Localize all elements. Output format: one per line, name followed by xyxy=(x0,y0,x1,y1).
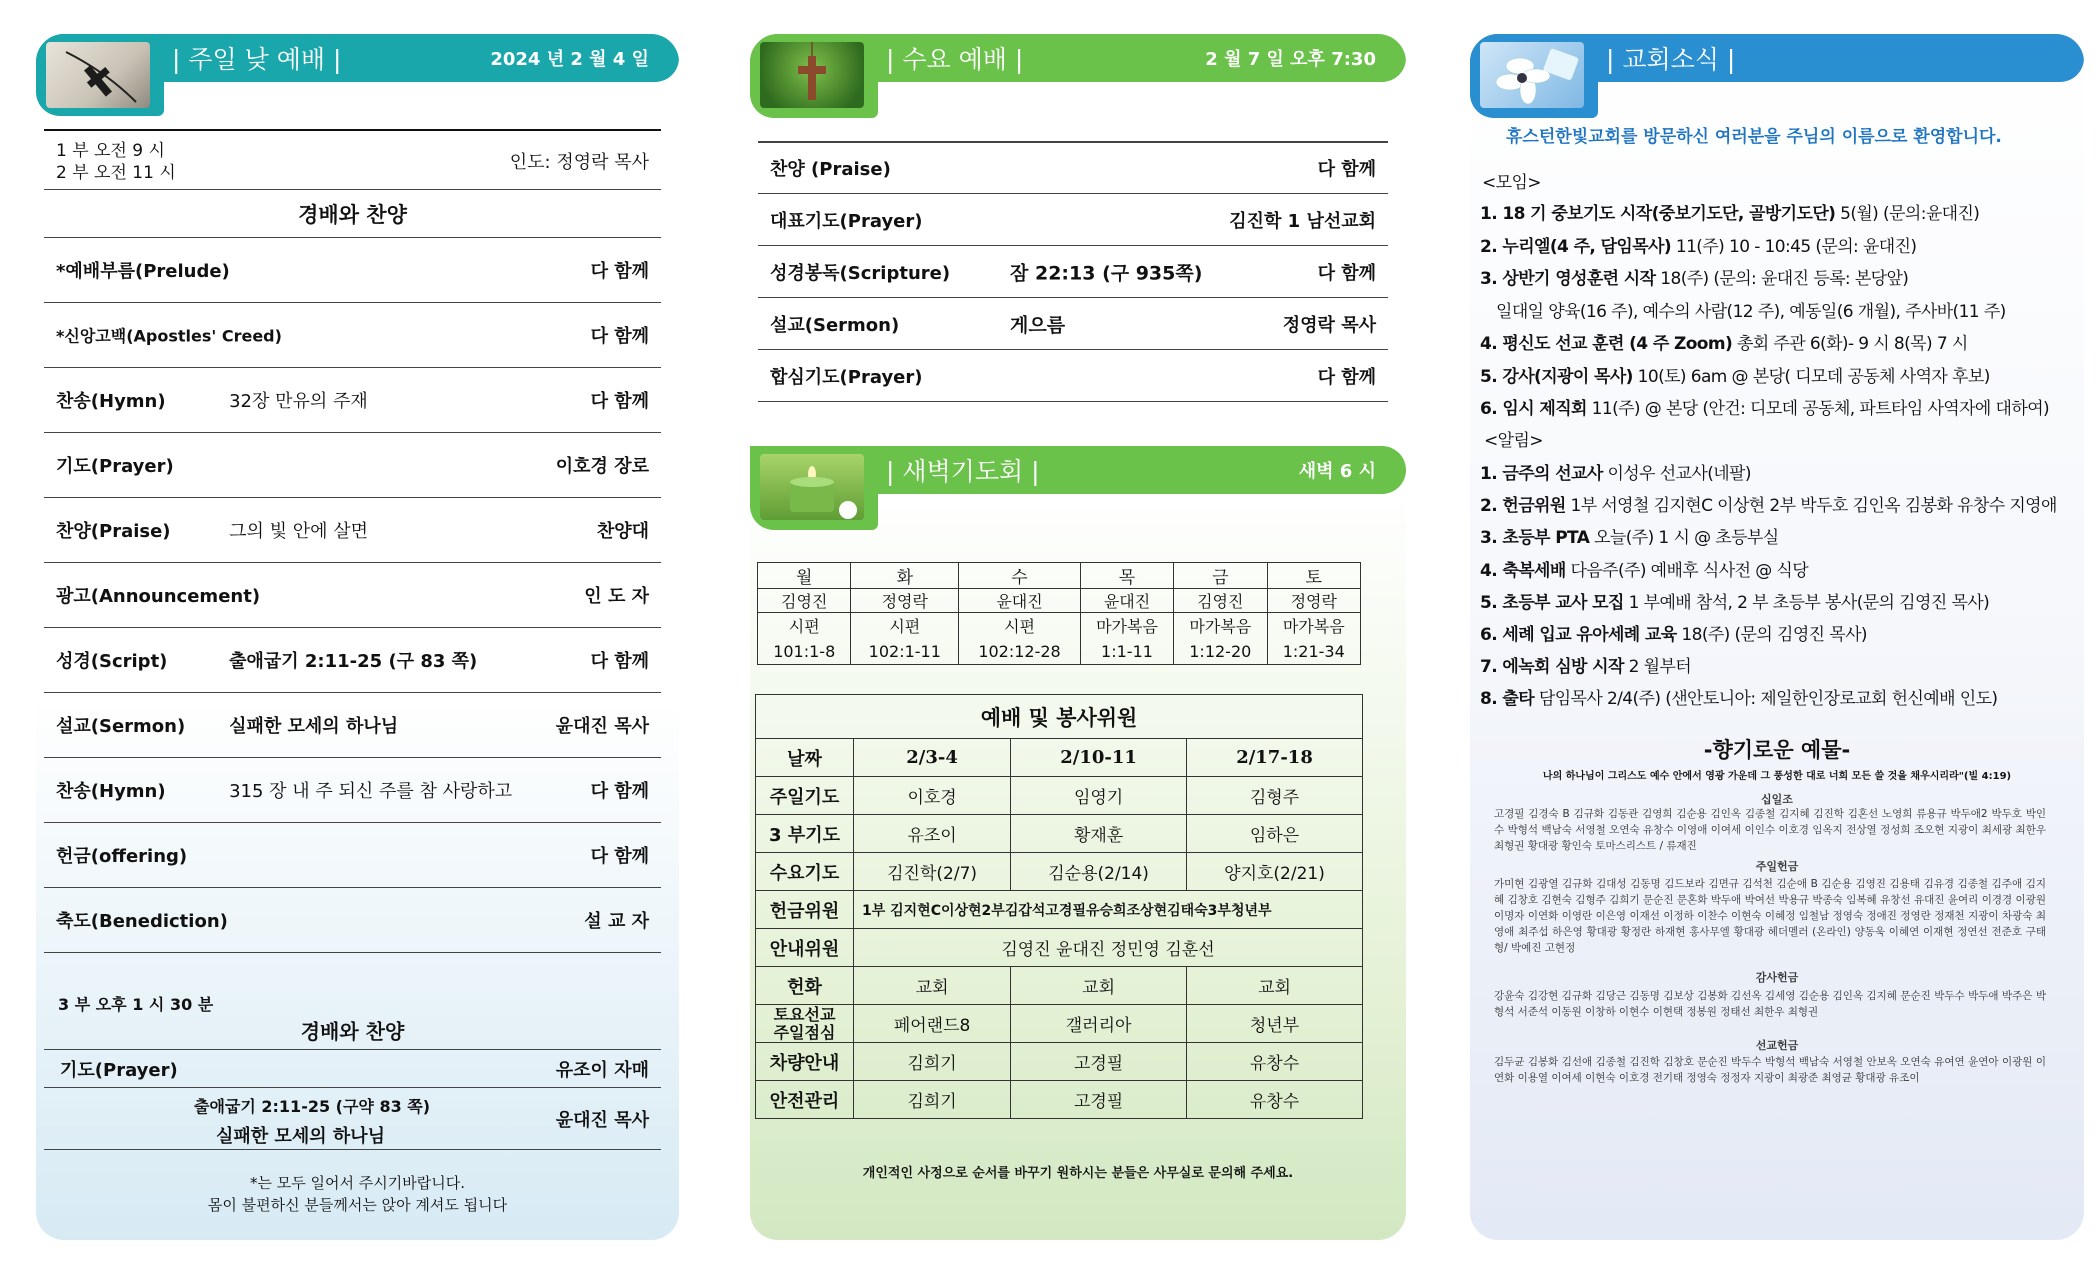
order-leader: 다 함께 xyxy=(590,326,649,347)
news-item xyxy=(1480,491,2057,516)
order-detail: 32장 만유의 주재 xyxy=(229,391,368,412)
wednesday-date: 2 월 7 일 오후 7:30 xyxy=(1205,49,1376,70)
white-flower-icon xyxy=(1480,42,1584,108)
guide-label: 안내위원 xyxy=(756,929,854,967)
order-leader: 다 함께 xyxy=(590,391,649,412)
news-title: | 교회소식 | xyxy=(1606,45,1736,74)
news-item xyxy=(1480,652,1691,677)
news-item-detail: 11(주) @ 본당 (안건: 디모데 공동체, 파트타임 사역자에 대하여) xyxy=(1586,399,2050,419)
order-label: 합심기도(Prayer) xyxy=(770,366,923,388)
volunteers-cell: 이호경 xyxy=(854,777,1011,815)
volunteers-header: 2/3-4 xyxy=(854,739,1011,777)
volunteer-note: 개인적인 사정으로 순서를 바꾸기 원하시는 분들은 사무실로 문의해 주세요. xyxy=(862,1166,1294,1181)
order-label: 대표기도(Prayer) xyxy=(770,210,923,232)
news-item-title: 2. 헌금위원 xyxy=(1480,496,1566,517)
order-leader: 김진학 1 남선교회 xyxy=(1229,210,1376,232)
volunteers-cell: 김순용(2/14) xyxy=(1011,853,1187,891)
order-leader: 다 함께 xyxy=(1317,262,1376,284)
news-item xyxy=(1480,362,1990,387)
dawn-books-cell: 시편 xyxy=(851,613,959,639)
dawn-leaders-cell: 윤대진 xyxy=(959,589,1081,613)
meetings-label: <모임> xyxy=(1482,173,1541,193)
news-item-detail: 담임목사 2/4(주) (샌안토니아: 제일한인장로교회 헌신예배 인도) xyxy=(1534,689,1998,710)
news-item-detail: 18(주) (문의 김영진 목사) xyxy=(1676,625,1867,645)
volunteers-cell: 주일기도 xyxy=(756,777,854,815)
order-detail: 315 장 내 주 되신 주를 참 사랑하고 xyxy=(229,781,513,802)
service1-time: 1 부 오전 9 시 xyxy=(56,141,165,161)
volunteers-cell: 수요기도 xyxy=(756,853,854,891)
order-leader: 찬양대 xyxy=(596,521,649,542)
dawn-days-cell: 금 xyxy=(1174,563,1267,589)
news-item-title: 3. 상반기 영성훈련 시작 xyxy=(1480,269,1656,289)
dawn-days-cell: 월 xyxy=(758,563,851,589)
dawn-schedule-table xyxy=(757,562,1361,665)
tithe-list: 고경필 김경숙 B 김규화 김동관 김영희 김순용 김인옥 김종철 김지혜 김진학 김혼선 노영희 류용규 박두애2 박두호 박인수 박형석 백남숙 서영철 오연숙 유창수 이영애 이여세 이인수 이호경 임옥지 전상열 정성희 조오현 지광이 최세광 최한우 최형권 황대광 황인숙 토마스리스트 / 류재진 xyxy=(1494,808,2046,852)
order-detail: 잠 22:13 (구 935쪽) xyxy=(1010,262,1203,284)
sunday-title: | 주일 낮 예배 | xyxy=(172,45,342,74)
order-label: 성경봉독(Scripture) xyxy=(770,262,951,284)
praise-section2: 경배와 찬양 xyxy=(44,1010,661,1050)
news-item-detail: 1부 서영철 김지현C 이상현 2부 박두호 김인옥 김봉화 유창수 지영애 xyxy=(1565,496,2057,517)
news-item-detail: 18(주) (문의: 윤대진 등록: 본당앞) xyxy=(1655,269,1909,289)
volunteers-cell: 유조이 xyxy=(854,815,1011,853)
volunteers-header: 2/10-11 xyxy=(1011,739,1187,777)
order-row xyxy=(44,433,661,498)
news-item xyxy=(1480,556,1808,581)
order-row xyxy=(44,628,661,693)
sunday-date: 2024 년 2 월 4 일 xyxy=(490,49,649,70)
news-item xyxy=(1480,684,1997,709)
sunday-service-panel xyxy=(36,34,679,1240)
order-row xyxy=(758,350,1388,402)
s3-prayer-row: 기도(Prayer) 유조이 자매 xyxy=(44,1050,661,1088)
order-leader: 이호경 장로 xyxy=(555,456,649,477)
news-item-detail: 10(토) 6am @ 본당( 디모데 공동체 사역자 후보) xyxy=(1632,366,1990,387)
order-row xyxy=(44,368,661,433)
mission-offering-label: 선교헌금 xyxy=(1755,1039,1799,1052)
volunteers-cell: 김진학(2/7) xyxy=(854,853,1011,891)
news-item-detail: 1 부예배 참석, 2 부 초등부 봉사(문의 김영진 목사) xyxy=(1623,592,1990,613)
service3-time: 3 부 오후 1 시 30 분 xyxy=(58,995,214,1014)
order-leader: 설 교 자 xyxy=(584,911,649,932)
order-detail: 그의 빛 안에 살면 xyxy=(229,521,368,542)
volunteers-header: 날짜 xyxy=(756,739,854,777)
cross-necklace-icon xyxy=(46,42,150,108)
order-row xyxy=(758,246,1388,298)
news-item xyxy=(1496,297,2006,322)
s3-sermon-row: 출애굽기 2:11-25 (구약 83 쪽) 실패한 모세의 하나님 윤대진 목사 xyxy=(44,1088,661,1150)
order-label: 헌금(offering) xyxy=(56,846,188,867)
order-label: 설교(Sermon) xyxy=(770,314,900,336)
thanks-offering-list: 강윤숙 김강현 김규화 김당근 김동명 김보상 김봉화 김선옥 김세영 김순용 김인옥 김지혜 문순진 박두수 박두애 박주은 박형석 서준석 이동원 이창하 이현수 이현택 정봉원 정태선 최한우 최형권 xyxy=(1494,990,2046,1018)
guide-members: 김영진 윤대진 정민영 김훈선 xyxy=(854,929,1363,967)
news-item-title: 6. 임시 제직회 xyxy=(1480,399,1587,419)
wednesday-top-rule xyxy=(758,141,1388,142)
volunteers-header: 2/17-18 xyxy=(1187,739,1363,777)
order-row xyxy=(44,303,661,368)
order-row xyxy=(44,498,661,563)
order-row xyxy=(758,298,1388,350)
wednesday-panel xyxy=(750,34,1406,1240)
order-leader: 윤대진 목사 xyxy=(555,716,649,737)
dawn-verses-cell: 102:12-28 xyxy=(959,639,1081,665)
sunday-service-times xyxy=(44,132,661,190)
welcome-message: 휴스턴한빛교회를 방문하신 여러분을 주님의 이름으로 환영합니다. xyxy=(1506,127,2002,147)
volunteers-cell: 양지호(2/21) xyxy=(1187,853,1363,891)
dawn-books-cell: 마가복음 xyxy=(1267,613,1360,639)
order-row xyxy=(44,238,661,303)
volunteers-cell: 헌화 xyxy=(756,967,854,1005)
order-leader: 다 함께 xyxy=(590,261,649,282)
dawn-days-cell: 수 xyxy=(959,563,1081,589)
sunday-note: *는 모두 일어서 주시기바랍니다. 몸이 불편하신 분들께서는 앉아 계셔도 됩니다 xyxy=(207,1174,508,1214)
volunteers-cell: 유창수 xyxy=(1187,1081,1363,1119)
thanks-offering-label: 감사헌금 xyxy=(1755,971,1799,984)
order-leader: 다 함께 xyxy=(1317,366,1376,388)
volunteers-cell: 고경필 xyxy=(1011,1043,1187,1081)
dawn-verses-cell: 101:1-8 xyxy=(758,639,851,665)
wednesday-image-box xyxy=(750,34,878,118)
volunteers-cell: 고경필 xyxy=(1011,1081,1187,1119)
news-item xyxy=(1480,199,1979,224)
order-row xyxy=(758,142,1388,194)
order-label: *예배부름(Prelude) xyxy=(56,261,230,282)
news-item-detail: 다음주(주) 예배후 식사전 @ 식당 xyxy=(1565,560,1809,581)
news-item xyxy=(1480,523,1779,548)
order-row xyxy=(44,758,661,823)
dawn-books-cell: 시편 xyxy=(959,613,1081,639)
volunteers-cell: 페어랜드8 xyxy=(854,1005,1011,1043)
order-row xyxy=(44,563,661,628)
news-item-title: 5. 강사(지광이 목사) xyxy=(1480,366,1633,387)
service2-time: 2 부 오전 11 시 xyxy=(56,163,176,183)
mission-offering-list: 김두균 김봉화 김선애 김종철 김진학 김창호 문순진 박두수 박형석 백남숙 서영철 안보옥 오연숙 유여연 윤연아 이광원 이연화 이용열 이여세 이현숙 이호경 전기태 정영숙 정정자 지광이 최광준 최영균 황대광 유조이 xyxy=(1494,1056,2046,1084)
volunteers-cell: 3 부기도 xyxy=(756,815,854,853)
dawn-leaders-cell: 김영진 xyxy=(1174,589,1267,613)
order-leader: 다 함께 xyxy=(590,651,649,672)
dawn-days-cell: 목 xyxy=(1080,563,1173,589)
dawn-leaders-cell: 김영진 xyxy=(758,589,851,613)
order-leader: 인 도 자 xyxy=(584,586,649,607)
order-label: 설교(Sermon) xyxy=(56,716,186,737)
order-row xyxy=(758,194,1388,246)
order-label: 찬양 (Praise) xyxy=(770,159,891,180)
dawn-image-box xyxy=(750,446,878,530)
order-label: *신앙고백(Apostles' Creed) xyxy=(56,326,282,346)
dawn-leaders-cell: 정영락 xyxy=(851,589,959,613)
dawn-title: | 새벽기도회 | xyxy=(886,457,1040,486)
dawn-leaders-cell: 정영락 xyxy=(1267,589,1360,613)
order-row xyxy=(44,823,661,888)
volunteers-title: 예배 및 봉사위원 xyxy=(756,695,1363,739)
dawn-verses-cell: 1:1-11 xyxy=(1080,639,1173,665)
news-item-detail: 총회 주관 6(화)- 9 시 8(목) 7 시 xyxy=(1732,334,1968,354)
news-item-title: 1. 18 기 중보기도 시작(중보기도단, 골방기도단) xyxy=(1480,204,1836,224)
news-item-detail: 일대일 양육(16 주), 예수의 사람(12 주), 예동일(6 개월), 주사바(11 주) xyxy=(1496,301,2006,322)
news-item xyxy=(1480,459,1751,484)
order-label: 찬양(Praise) xyxy=(56,521,171,542)
dawn-leaders-cell: 윤대진 xyxy=(1080,589,1173,613)
volunteers-cell: 교회 xyxy=(1187,967,1363,1005)
gift-verse: 나의 하나님이 그리스도 예수 안에서 영광 가운데 그 풍성한 대로 너희 모든 쓸 것을 채우시리라"(빌 4:19) xyxy=(1542,771,2012,782)
news-item-detail: 5(월) (문의:윤대진) xyxy=(1835,204,1980,224)
wednesday-title: | 수요 예배 | xyxy=(886,45,1024,74)
wooden-cross-icon xyxy=(760,42,864,108)
order-label: 광고(Announcement) xyxy=(56,586,261,607)
volunteers-cell: 청년부 xyxy=(1187,1005,1363,1043)
order-detail: 실패한 모세의 하나님 xyxy=(229,716,399,737)
order-leader: 다 함께 xyxy=(1317,159,1376,180)
gift-title: -향기로운 예물- xyxy=(1703,738,1851,762)
sunday-offering-label: 주일헌금 xyxy=(1755,860,1799,873)
church-news-panel xyxy=(1470,34,2084,1240)
sunday-image-box xyxy=(36,34,164,116)
order-label: 성경(Script) xyxy=(56,651,168,672)
dawn-verses-cell: 102:1-11 xyxy=(851,639,959,665)
dawn-days-cell: 토 xyxy=(1267,563,1360,589)
news-image-box xyxy=(1470,34,1598,118)
order-leader: 다 함께 xyxy=(590,846,649,867)
news-item-detail: 2 월부터 xyxy=(1623,657,1692,678)
news-item-title: 2. 누리엘(4 주, 담임목사) xyxy=(1480,236,1672,257)
news-item xyxy=(1480,394,2049,419)
volunteers-cell: 안전관리 xyxy=(756,1081,854,1119)
dawn-books-cell: 마가복음 xyxy=(1174,613,1267,639)
volunteers-table xyxy=(755,694,1363,1119)
offering-label: 헌금위원 xyxy=(756,891,854,929)
candle-icon xyxy=(760,454,864,520)
news-item-detail: 이성우 선교사(네팔) xyxy=(1602,464,1751,484)
praise-section-heading: 경배와 찬양 xyxy=(44,190,661,238)
order-detail: 게으름 xyxy=(1010,314,1066,336)
order-row xyxy=(44,888,661,953)
news-item xyxy=(1480,588,1989,613)
news-item-detail: 11(주) 10 - 10:45 (문의: 윤대진) xyxy=(1671,236,1917,257)
news-item-title: 1. 금주의 선교사 xyxy=(1480,464,1603,484)
order-label: 찬송(Hymn) xyxy=(56,391,166,412)
volunteers-cell: 임하은 xyxy=(1187,815,1363,853)
dawn-verses-cell: 1:12-20 xyxy=(1174,639,1267,665)
news-item-title: 7. 에녹회 심방 시작 xyxy=(1480,657,1624,678)
news-item xyxy=(1480,232,1916,257)
volunteers-cell: 황재훈 xyxy=(1011,815,1187,853)
volunteers-cell: 김희기 xyxy=(854,1081,1011,1119)
volunteers-cell: 유창수 xyxy=(1187,1043,1363,1081)
news-item xyxy=(1480,329,1968,354)
news-item-title: 3. 초등부 PTA xyxy=(1480,528,1590,549)
order-row xyxy=(44,693,661,758)
volunteers-cell: 교회 xyxy=(1011,967,1187,1005)
dawn-verses-cell: 1:21-34 xyxy=(1267,639,1360,665)
volunteers-cell: 토요선교 주일점심 xyxy=(756,1005,854,1043)
volunteers-cell: 갤러리아 xyxy=(1011,1005,1187,1043)
dawn-books-cell: 마가복음 xyxy=(1080,613,1173,639)
volunteers-cell: 차량안내 xyxy=(756,1043,854,1081)
news-item-title: 5. 초등부 교사 모집 xyxy=(1480,592,1624,613)
order-label: 축도(Benediction) xyxy=(56,911,228,932)
volunteers-cell: 임영기 xyxy=(1011,777,1187,815)
order-label: 기도(Prayer) xyxy=(56,456,174,477)
news-item xyxy=(1480,264,1908,289)
volunteers-cell: 김형주 xyxy=(1187,777,1363,815)
volunteers-cell: 교회 xyxy=(854,967,1011,1005)
news-item-title: 4. 축복세배 xyxy=(1480,560,1566,581)
tithe-label: 십일조 xyxy=(1761,793,1793,806)
news-item-title: 8. 출타 xyxy=(1480,689,1535,710)
volunteers-cell: 김희기 xyxy=(854,1043,1011,1081)
news-item xyxy=(1480,620,1867,645)
sunday-leader: 인도: 정영락 목사 xyxy=(509,151,649,173)
order-label: 찬송(Hymn) xyxy=(56,781,166,802)
dawn-days-cell: 화 xyxy=(851,563,959,589)
news-item-title: 6. 세례 입교 유아세례 교육 xyxy=(1480,625,1677,645)
news-item-detail: 오늘(주) 1 시 @ 초등부실 xyxy=(1589,528,1779,549)
alerts-label: <알림> xyxy=(1484,431,1543,451)
offering-members: 1부 김지현C이상현2부김갑석고경필유승희조상현김태숙3부청년부 xyxy=(854,891,1363,929)
news-item-title: 4. 평신도 선교 훈련 (4 주 Zoom) xyxy=(1480,334,1733,354)
dawn-books-cell: 시편 xyxy=(758,613,851,639)
sunday-offering-list: 가미현 김광열 김규화 김대성 김동명 김드보라 김면규 김석천 김순애 B 김순용 김영진 김용태 김유경 김종철 김주애 김지혜 김창호 김현숙 김형주 김희기 문순진 문혼화 박두애 박여선 박용규 박종숙 임복혜 유창선 유대진 윤여리 이경경 이광원 이명자 이연화 이영란 이은영 이재선 이정하 이찬수 이현숙 이혜정 임철남 정영숙 정애진 정영란 정재천 지광이 차광숙 최영애 최주섭 하은영 황대광 황정란 하재현 홍사무엘 황대광 헤더멜러 (온라인) 양동욱 이혜연 이재현 정연선 전준호 구태형/ 박예진 고현정 xyxy=(1494,878,2046,954)
order-leader: 정영락 목사 xyxy=(1282,314,1376,336)
dawn-time: 새벽 6 시 xyxy=(1298,461,1376,482)
order-detail: 출애굽기 2:11-25 (구 83 쪽) xyxy=(229,651,478,672)
order-leader: 다 함께 xyxy=(590,781,649,802)
